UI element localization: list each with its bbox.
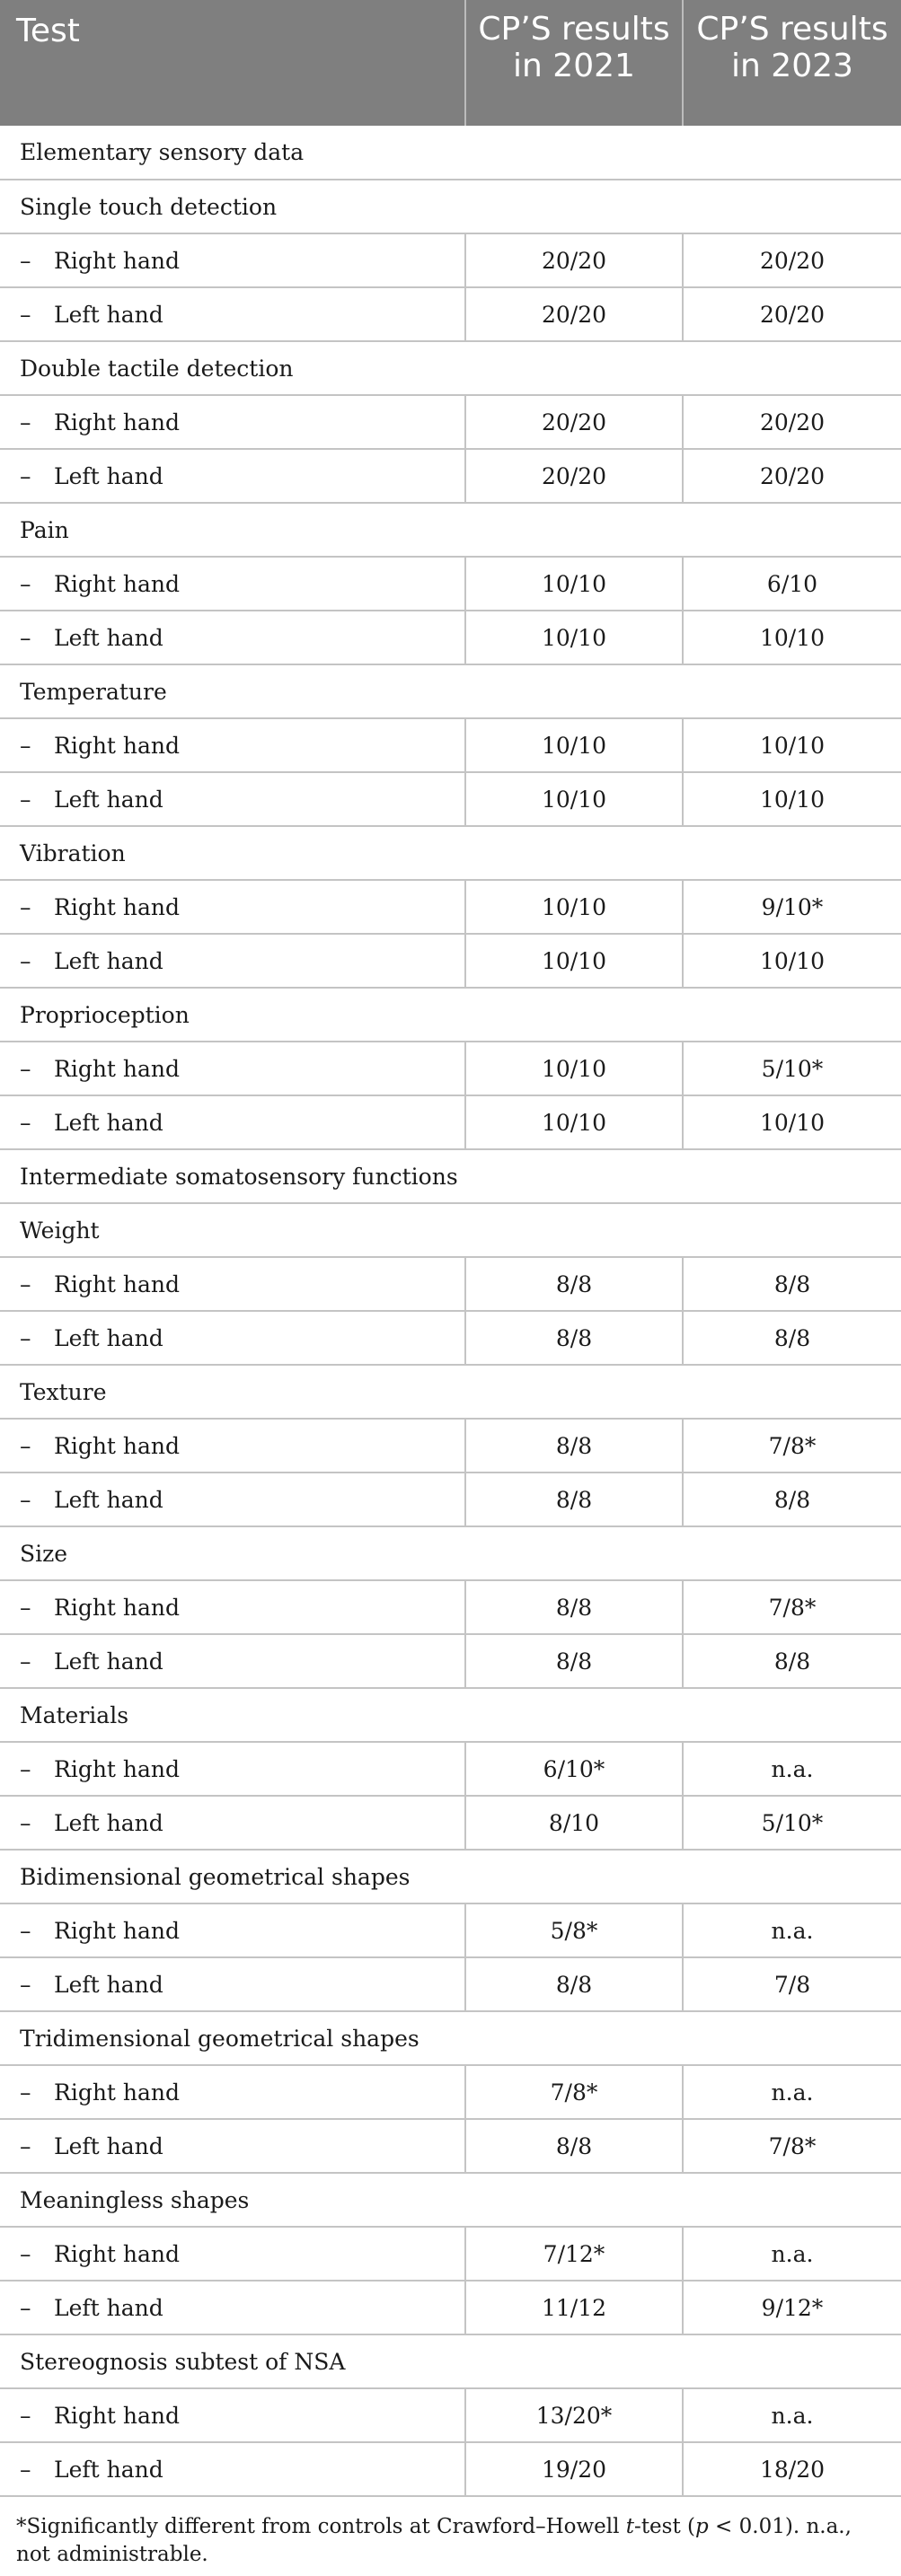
hand-cell [0,1473,465,1526]
hand-cell [0,611,465,664]
section-label: Size [0,1526,901,1580]
hand-cell [0,2119,465,2173]
result-2021: 8/8 [465,1473,683,1526]
result-2023: n.a. [683,1903,901,1957]
result-2023: 5/10* [683,1042,901,1095]
result-2021: 10/10 [465,1095,683,1149]
section-label: Intermediate somatosensory functions [0,1149,901,1203]
table-row [0,718,901,772]
dash-marker: – [20,409,31,435]
table-row [0,2281,901,2334]
section-row [0,180,901,233]
hand-label: Left hand [54,1486,163,1513]
hand-cell [0,718,465,772]
result-2023: 20/20 [683,395,901,449]
dash-marker: – [20,570,31,597]
dash-marker: – [20,2132,31,2159]
section-label: Double tactile detection [0,341,901,395]
dash-marker: – [20,1755,31,1782]
dash-marker: – [20,732,31,759]
hand-label: Right hand [54,2402,181,2429]
section-row [0,1365,901,1419]
dash-marker: – [20,2240,31,2267]
dash-marker: – [20,301,31,328]
result-2023: 20/20 [683,287,901,341]
dash-marker: – [20,947,31,974]
hand-label: Right hand [54,2079,181,2106]
hand-label: Right hand [54,247,181,274]
hand-cell [0,233,465,287]
result-2023: 8/8 [683,1634,901,1688]
dash-marker: – [20,1432,31,1459]
result-2021: 8/8 [465,1580,683,1634]
result-2021: 7/8* [465,2065,683,2119]
hand-cell [0,934,465,988]
result-2023: n.a. [683,2065,901,2119]
section-row [0,1149,901,1203]
result-2023: 8/8 [683,1473,901,1526]
result-2023: 7/8* [683,1580,901,1634]
dash-marker: – [20,1486,31,1513]
section-row [0,664,901,718]
table-row [0,1419,901,1473]
result-2021: 8/8 [465,1257,683,1311]
result-2023: n.a. [683,1742,901,1796]
result-2021: 8/8 [465,1311,683,1365]
hand-label: Left hand [54,1324,163,1351]
result-2023: 6/10 [683,557,901,611]
hand-cell [0,1257,465,1311]
section-row [0,1850,901,1903]
result-2021: 13/20* [465,2388,683,2442]
hand-cell [0,1095,465,1149]
table-row [0,449,901,503]
table-row [0,1042,901,1095]
section-row [0,1526,901,1580]
dash-marker: – [20,1917,31,1944]
table-header [0,0,901,126]
hand-label: Right hand [54,2240,181,2267]
dash-marker: – [20,1109,31,1136]
hand-cell [0,1903,465,1957]
table-row [0,1796,901,1850]
section-row [0,1688,901,1742]
hand-label: Left hand [54,462,163,489]
result-2023: 7/8* [683,2119,901,2173]
table-row [0,2119,901,2173]
table-row [0,1903,901,1957]
hand-label: Right hand [54,893,181,920]
hand-cell [0,772,465,826]
result-2021: 10/10 [465,772,683,826]
hand-label: Left hand [54,1971,163,1998]
hand-label: Left hand [54,947,163,974]
table-row [0,772,901,826]
hand-cell [0,395,465,449]
dash-marker: – [20,624,31,651]
table-row [0,1257,901,1311]
table-row [0,611,901,664]
result-2021: 19/20 [465,2442,683,2496]
section-label: Materials [0,1688,901,1742]
table-body [0,126,901,2496]
result-2023: 8/8 [683,1311,901,1365]
hand-label: Right hand [54,1594,181,1621]
hand-cell [0,287,465,341]
dash-marker: – [20,2294,31,2321]
table-row [0,1095,901,1149]
hand-cell [0,1042,465,1095]
result-2023: 20/20 [683,233,901,287]
footnote-text: *Significantly different from controls at Crawford–Howell [16,2515,626,2538]
hand-label: Left hand [54,2132,163,2159]
table-row [0,395,901,449]
hand-label: Right hand [54,409,181,435]
dash-marker: – [20,2079,31,2106]
section-label: Meaningless shapes [0,2173,901,2227]
footnote-p-italic: p [695,2515,709,2538]
result-2023: 10/10 [683,611,901,664]
result-2021: 6/10* [465,1742,683,1796]
dash-marker: – [20,2456,31,2483]
result-2021: 20/20 [465,449,683,503]
hand-label: Left hand [54,786,163,813]
table-row [0,2388,901,2442]
table-row [0,1634,901,1688]
result-2023: 10/10 [683,772,901,826]
section-label: Vibration [0,826,901,880]
hand-cell [0,2065,465,2119]
table-row [0,1311,901,1365]
footnote-text: < 0.01). n.a., not administrable. [16,2515,852,2566]
footnote-t-italic: t [625,2515,635,2538]
result-2021: 8/8 [465,1419,683,1473]
footnote-text: -test ( [634,2515,696,2538]
table-row [0,557,901,611]
dash-marker: – [20,1055,31,1082]
dash-marker: – [20,1594,31,1621]
table-row [0,2065,901,2119]
hand-label: Left hand [54,2294,163,2321]
result-2021: 8/10 [465,1796,683,1850]
result-2021: 10/10 [465,880,683,934]
table-row [0,233,901,287]
hand-cell [0,1419,465,1473]
hand-cell [0,1311,465,1365]
section-label: Proprioception [0,988,901,1042]
result-2023: n.a. [683,2227,901,2281]
result-2023: 8/8 [683,1257,901,1311]
hand-label: Right hand [54,1055,181,1082]
result-2021: 7/12* [465,2227,683,2281]
result-2023: 9/12* [683,2281,901,2334]
section-label: Bidimensional geometrical shapes [0,1850,901,1903]
result-2023: 9/10* [683,880,901,934]
hand-cell [0,1580,465,1634]
result-2021: 8/8 [465,2119,683,2173]
hand-label: Left hand [54,1109,163,1136]
result-2021: 10/10 [465,1042,683,1095]
footnote [0,2497,901,2569]
section-row [0,126,901,180]
hand-label: Left hand [54,2456,163,2483]
section-row [0,988,901,1042]
hand-label: Right hand [54,1270,181,1297]
result-2023: 20/20 [683,449,901,503]
result-2023: 18/20 [683,2442,901,2496]
result-2021: 5/8* [465,1903,683,1957]
table-row [0,2442,901,2496]
dash-marker: – [20,893,31,920]
hand-cell [0,2227,465,2281]
dash-marker: – [20,1971,31,1998]
section-row [0,2334,901,2388]
dash-marker: – [20,462,31,489]
hand-cell [0,1742,465,1796]
section-label: Tridimensional geometrical shapes [0,2011,901,2065]
result-2023: 5/10* [683,1796,901,1850]
result-2021: 8/8 [465,1957,683,2011]
header-2021: CP’S results in 2021 [465,0,683,126]
result-2021: 10/10 [465,611,683,664]
result-2023: 7/8 [683,1957,901,2011]
section-label: Pain [0,503,901,557]
dash-marker: – [20,1648,31,1675]
hand-label: Right hand [54,1755,181,1782]
result-2021: 20/20 [465,233,683,287]
dash-marker: – [20,247,31,274]
hand-label: Right hand [54,732,181,759]
section-row [0,2173,901,2227]
section-label: Elementary sensory data [0,126,901,180]
table-row [0,880,901,934]
result-2021: 10/10 [465,557,683,611]
table-row [0,934,901,988]
dash-marker: – [20,1324,31,1351]
result-2021: 11/12 [465,2281,683,2334]
hand-cell [0,1796,465,1850]
hand-cell [0,2442,465,2496]
table-row [0,1473,901,1526]
hand-label: Right hand [54,1917,181,1944]
hand-cell [0,2388,465,2442]
table-row [0,2227,901,2281]
dash-marker: – [20,2402,31,2429]
hand-label: Left hand [54,301,163,328]
hand-label: Right hand [54,1432,181,1459]
header-row [0,0,901,126]
result-2021: 20/20 [465,287,683,341]
hand-cell [0,2281,465,2334]
hand-label: Left hand [54,1648,163,1675]
hand-label: Left hand [54,624,163,651]
hand-label: Right hand [54,570,181,597]
result-2023: 10/10 [683,718,901,772]
section-row [0,2011,901,2065]
hand-cell [0,449,465,503]
section-label: Temperature [0,664,901,718]
table-row [0,1957,901,2011]
hand-cell [0,557,465,611]
section-label: Weight [0,1203,901,1257]
result-2021: 10/10 [465,718,683,772]
section-label: Stereognosis subtest of NSA [0,2334,901,2388]
result-2021: 8/8 [465,1634,683,1688]
result-2023: 10/10 [683,1095,901,1149]
header-test: Test [0,0,465,126]
section-row [0,1203,901,1257]
section-row [0,341,901,395]
header-2023: CP’S results in 2023 [683,0,901,126]
table-row [0,287,901,341]
dash-marker: – [20,1809,31,1836]
table-row [0,1742,901,1796]
result-2023: 10/10 [683,934,901,988]
section-row [0,826,901,880]
hand-cell [0,880,465,934]
dash-marker: – [20,1270,31,1297]
result-2023: 7/8* [683,1419,901,1473]
result-2023: n.a. [683,2388,901,2442]
section-label: Texture [0,1365,901,1419]
result-2021: 10/10 [465,934,683,988]
hand-label: Left hand [54,1809,163,1836]
section-row [0,503,901,557]
section-label: Single touch detection [0,180,901,233]
table-row [0,1580,901,1634]
dash-marker: – [20,786,31,813]
hand-cell [0,1957,465,2011]
result-2021: 20/20 [465,395,683,449]
hand-cell [0,1634,465,1688]
